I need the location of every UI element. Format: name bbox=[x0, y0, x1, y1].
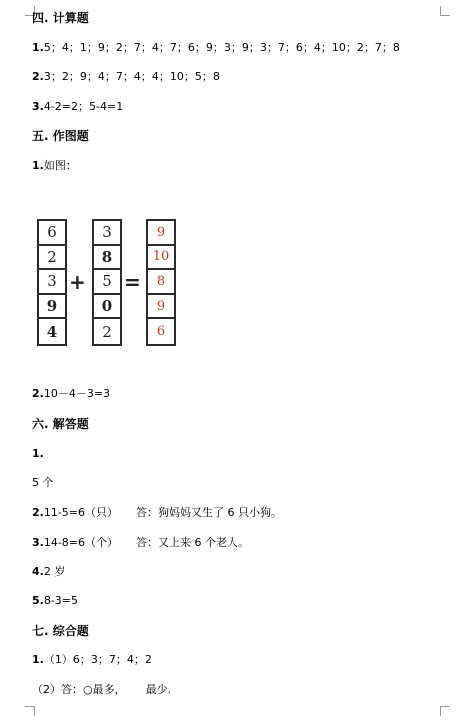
question-number: 2. bbox=[32, 387, 44, 400]
answer-label: （2）答： bbox=[32, 683, 83, 696]
answer-line bbox=[32, 653, 152, 667]
question-number: 1. bbox=[32, 159, 44, 172]
answer-text: 2 岁 bbox=[43, 565, 66, 578]
answer-line bbox=[32, 506, 282, 520]
answer-text: 最少. bbox=[145, 683, 172, 696]
answer-expression: 11-5=6（只） bbox=[43, 506, 119, 519]
number-cell: 5 bbox=[94, 270, 120, 295]
plus-sign: + bbox=[69, 270, 86, 294]
section-heading-calculation: 四. 计算题 bbox=[32, 11, 89, 25]
page-corner-mark bbox=[440, 6, 450, 16]
answer-statement: 答：狗妈妈又生了 6 只小狗。 bbox=[136, 506, 282, 519]
answer-cell: 8 bbox=[148, 270, 174, 295]
question-number: 1. bbox=[32, 653, 44, 666]
addend-column-1 bbox=[37, 219, 67, 346]
question-number: 3. bbox=[32, 100, 44, 113]
answer-text: 8-3=5 bbox=[43, 594, 79, 607]
answer-cell: 9 bbox=[148, 221, 174, 246]
answer-text: 5 个 bbox=[32, 476, 54, 489]
question-number: 3. bbox=[32, 536, 44, 549]
answer-text: 3；2；9；4；7；4；4；10；5；8 bbox=[43, 70, 220, 83]
number-cell: 0 bbox=[94, 295, 120, 320]
answer-text: 如图： bbox=[43, 159, 77, 172]
question-number: 2. bbox=[32, 70, 44, 83]
section-heading-drawing: 五. 作图题 bbox=[32, 129, 89, 143]
answer-text: 5；4；1；9；2；7；4；7；6；9；3；9；3；7；6；4；10；2；7；8 bbox=[43, 41, 400, 54]
answer-line bbox=[32, 594, 78, 608]
question-number: 1. bbox=[32, 41, 44, 54]
answer-statement: 答：又上来 6 个老人。 bbox=[136, 536, 249, 549]
section-heading-solution: 六. 解答题 bbox=[32, 417, 89, 431]
answer-line bbox=[32, 565, 65, 579]
section-heading-comprehensive: 七. 综合题 bbox=[32, 624, 89, 638]
answer-line bbox=[32, 159, 77, 173]
answer-expression: 14-8=6（个） bbox=[43, 536, 119, 549]
page-corner-mark bbox=[25, 706, 35, 716]
number-cell: 2 bbox=[39, 246, 65, 271]
question-number: 4. bbox=[32, 565, 44, 578]
answer-cell: 6 bbox=[156, 324, 166, 340]
answer-line bbox=[32, 387, 110, 401]
answer-line bbox=[32, 70, 220, 84]
answer-text: 10－4－3=3 bbox=[43, 387, 111, 400]
number-cell: 3 bbox=[39, 270, 65, 295]
answer-cell: 9 bbox=[148, 295, 174, 320]
number-cell: 8 bbox=[94, 246, 120, 271]
equals-sign: = bbox=[124, 270, 141, 294]
answer-text: 最多， bbox=[92, 683, 126, 696]
answer-text: （1）6；3；7；4；2 bbox=[43, 653, 152, 666]
answer-line bbox=[32, 536, 249, 550]
answer-line bbox=[32, 41, 400, 55]
number-cell: 6 bbox=[39, 221, 65, 246]
answer-cell: 10 bbox=[148, 246, 174, 271]
circle-shape-symbol: ○ bbox=[83, 683, 93, 696]
sum-column bbox=[146, 219, 176, 346]
question-number: 5. bbox=[32, 594, 44, 607]
addend-column-2 bbox=[92, 219, 122, 346]
answer-line bbox=[32, 683, 171, 697]
answer-text: 4-2=2；5-4=1 bbox=[43, 100, 124, 113]
number-cell: 9 bbox=[39, 295, 65, 320]
number-cell: 2 bbox=[102, 322, 112, 341]
number-cell: 3 bbox=[94, 221, 120, 246]
question-number: 2. bbox=[32, 506, 44, 519]
question-number: 1. bbox=[32, 447, 44, 460]
answer-line bbox=[32, 100, 123, 114]
page-corner-mark bbox=[440, 706, 450, 716]
number-cell: 4 bbox=[46, 322, 58, 341]
